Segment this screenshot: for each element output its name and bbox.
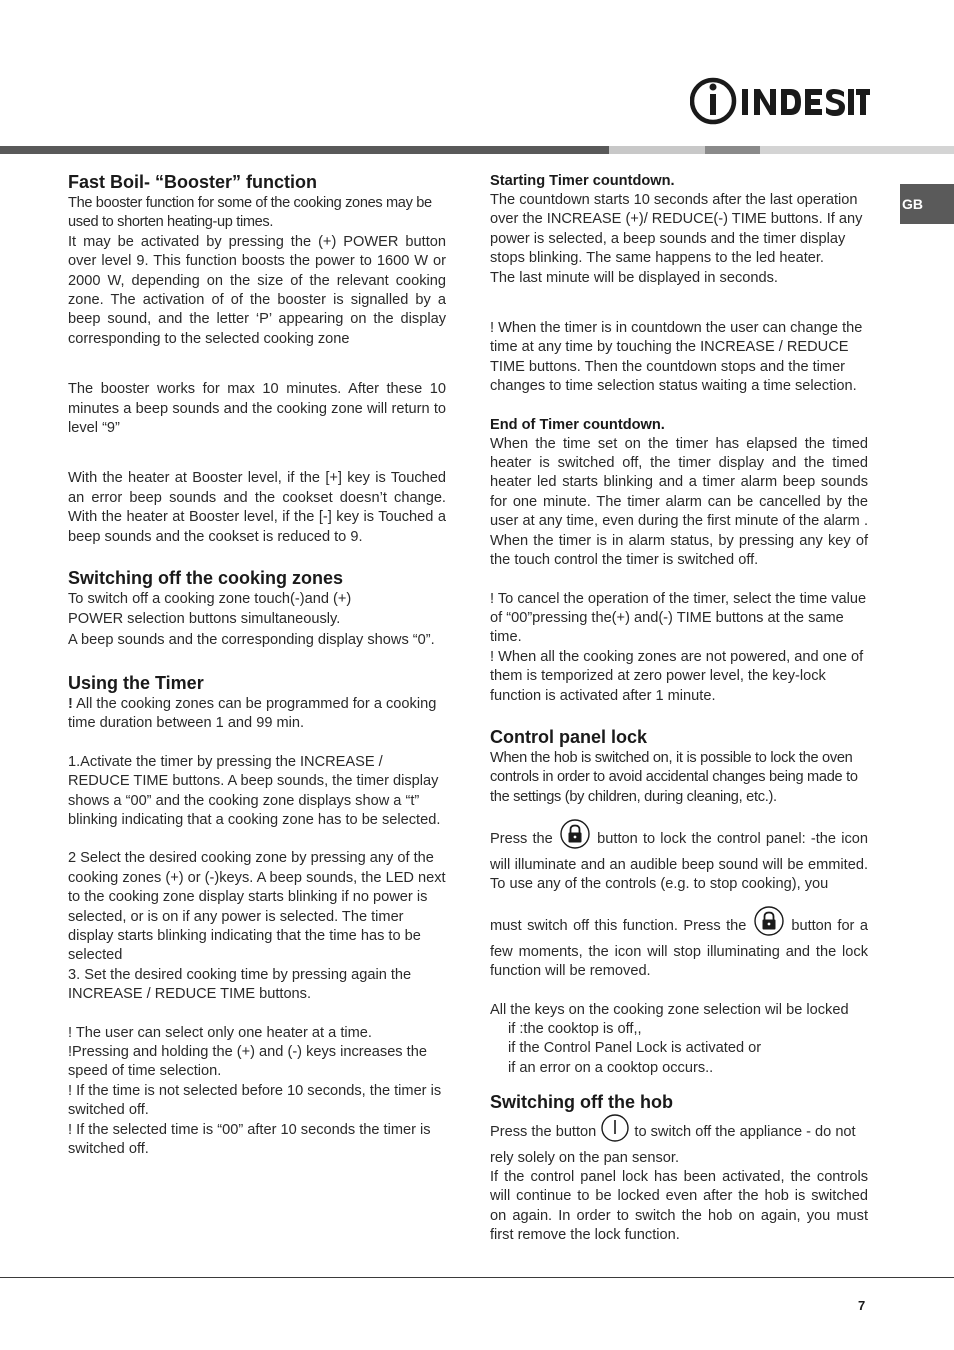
- header-band-dark: [0, 146, 609, 154]
- fast-boil-heading: Fast Boil- “Booster” function: [68, 172, 317, 192]
- switch-hob-p2: If the control panel lock has been activated, the controls will continue to be locked even after the hob is switched on again. In order to switch the hob on again, you must first remove the lock function.: [490, 1169, 868, 1244]
- fast-boil-p2: It may be activated by pressing the (+) POWER button over level 9. This function boosts the power to 1600 W or 2000 W, depending on the size of the relevant cooking zone. The activation of of the booster is signalled by a beep sound, and the letter ‘P’ appearing on the display corresponding to the selected cooking zone: [68, 233, 446, 347]
- start-countdown-heading: Starting Timer countdown.: [490, 173, 675, 189]
- footer-rule: [0, 1277, 954, 1278]
- timer-heading: Using the Timer: [68, 672, 204, 693]
- switching-zones-p3: A beep sounds and the corresponding display shows “0”.: [68, 631, 435, 648]
- timer-note2: !Pressing and holding the (+) and (-) keys increases the speed of time selection.: [68, 1044, 427, 1080]
- switch-hob-p1-a: Press the button: [490, 1124, 601, 1141]
- panel-lock-heading: Control panel lock: [490, 726, 648, 747]
- timer-step2: 2 Select the desired cooking zone by pressing any of the cooking zones (+) or (-)keys. A beep sounds, the LED next to the cooking zone display starts blinking if no power is selected, or is on if any power is selected. The timer display starts blinking indicating that the time has to be selected: [68, 850, 446, 964]
- timer-step1: [68, 753, 446, 831]
- right-column: [490, 172, 868, 1246]
- header-band-light: [609, 146, 705, 154]
- timer-step1-b: . A beep sounds, the timer display shows a “00” and the cooking zone displays show a “t” blinking indicating that a cooking zone has to be selected.: [68, 773, 441, 828]
- timer-note4: ! If the selected time is “00” after 10 seconds the timer is switched off.: [68, 1121, 431, 1158]
- fast-boil-p4: With the heater at Booster level, if the [+] key is Touched an error beep sounds and the cookset doesn’t change. With the heater at Booster level, if the [-] key is Touched a beep sounds and the cookset is reduced to 9.: [68, 470, 446, 545]
- timer-note3: ! If the time is not selected before 10 seconds, the timer is switched off.: [68, 1082, 442, 1119]
- panel-lock-cond1: if :the cooktop is off,,: [508, 1021, 642, 1037]
- switch-hob-p1-b: to switch off the appliance - do not rely solely on the pan sensor.: [490, 1124, 856, 1166]
- end-countdown-p3: ! When all the cooking zones are not powered, and one of them is temporized at zero power level, the key-lock function is activated after 1 minute.: [490, 648, 864, 704]
- panel-lock-p4: All the keys on the cooking zone selection wil be locked: [490, 1001, 849, 1018]
- indesit-logo: [690, 76, 870, 126]
- power-icon: [600, 1114, 630, 1148]
- fast-boil-p1: The booster function for some of the cooking zones may be used to shorten heating-up times.: [68, 195, 432, 231]
- lock-icon: [558, 819, 592, 855]
- panel-lock-p1: When the hob is switched on, it is possible to lock the oven controls in order to avoid accidental changes being made to the settings (by children, during cleaning, etc.).: [490, 749, 858, 805]
- switching-zones-p2: POWER selection buttons simultaneously.: [68, 610, 341, 627]
- panel-lock-p2: [490, 819, 868, 894]
- switch-hob-p1: [490, 1114, 868, 1168]
- timer-note1: ! The user can select only one heater at a time.: [68, 1024, 372, 1041]
- start-countdown-p1: The countdown starts 10 seconds after the last operation over the INCREASE (+)/ REDUCE(-) TIME buttons. If any power is selected, a beep sounds and the timer display stops blinking. The same happens to the led heater.: [490, 192, 863, 267]
- end-countdown-p2: ! To cancel the operation of the timer, select the time value of “00”pressing the(+) and(-) TIME buttons at the same time.: [490, 590, 867, 646]
- end-countdown-p1: When the time set on the timer has elapsed the timed heater is switched off, the timer display and the timed heater led starts blinking and a timer alarm beep sounds for one minute. The timer alarm can be cancelled by the user at any time, even during the first minute of the alarm . When the timer is in alarm status, by pressing any key of the touch control the timer is switched off.: [490, 435, 868, 569]
- timer-warning-mark: !: [68, 695, 73, 712]
- panel-lock-p2-b: button to lock the control panel: -the icon will illuminate and an audible beep sound will be emmited. To use any of the controls (e.g. to stop cooking), you: [490, 831, 869, 892]
- panel-lock-p3: [490, 906, 868, 981]
- panel-lock-p3-a: must switch off this function. Press the: [490, 918, 752, 935]
- timer-p1-text: All the cooking zones can be programmed for a cooking time duration between 1 and 99 min.: [68, 695, 437, 732]
- panel-lock-p3-b: button for a few moments, the icon will stop illuminating and the lock function will be removed.: [490, 918, 868, 980]
- switch-hob-heading: Switching off the hob: [490, 1092, 673, 1113]
- header-band-light-end: [760, 146, 954, 154]
- fast-boil-p3: The booster works for max 10 minutes. After these 10 minutes a beep sounds and the cooking zone will return to level “9”: [68, 381, 446, 437]
- panel-lock-cond3: if an error on a cooktop occurs..: [508, 1059, 714, 1076]
- header-band-mid: [705, 146, 760, 154]
- panel-lock-cond2: if the Control Panel Lock is activated or: [508, 1040, 762, 1057]
- panel-lock-p2-a: Press the: [490, 831, 558, 848]
- switching-zones-heading: Switching off the cooking zones: [68, 568, 344, 589]
- lock-icon-2: [752, 906, 786, 942]
- start-countdown-p3: ! When the timer is in countdown the user can change the time at any time by touching the INCREASE / REDUCE TIME buttons. Then the countdown stops and the timer changes to time selection status waiting a time selection.: [490, 320, 863, 395]
- timer-step3: 3. Set the desired cooking time by pressing again the INCREASE / REDUCE TIME buttons.: [68, 966, 412, 1003]
- page-number: 7: [858, 1298, 866, 1313]
- switching-zones-p1: To switch off a cooking zone touch(-)and (+): [68, 591, 352, 608]
- language-tab: GB: [900, 184, 954, 224]
- start-countdown-p2: The last minute will be displayed in seconds.: [490, 269, 778, 286]
- timer-step1-a: 1.Activate the timer by pressing the INCREASE / REDUCE TIME buttons: [68, 753, 383, 790]
- timer-p1: [68, 695, 446, 734]
- end-countdown-heading: End of Timer countdown.: [490, 416, 665, 433]
- left-column: [68, 170, 446, 1159]
